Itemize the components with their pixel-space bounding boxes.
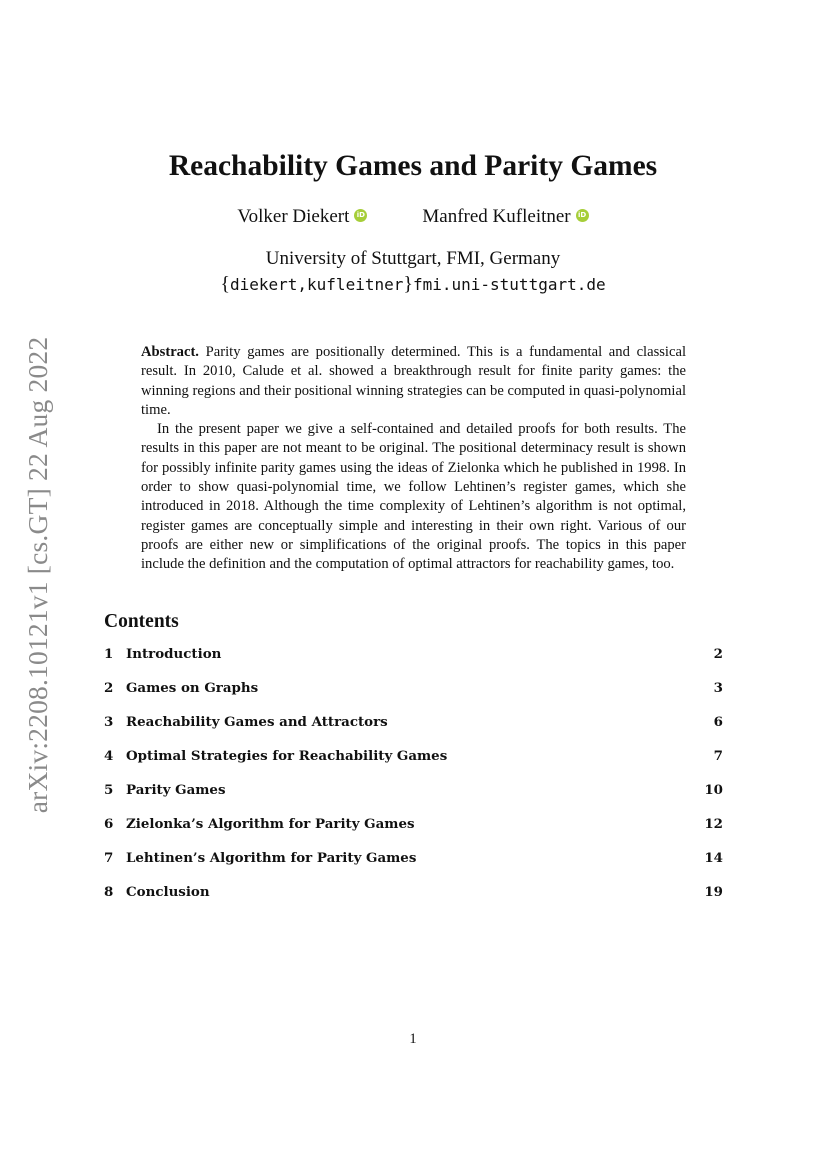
toc-entry-page: 2 xyxy=(713,646,723,662)
toc-entry-number: 8 xyxy=(104,884,114,900)
toc-entry-number: 6 xyxy=(104,816,114,832)
toc-entry-title: Lehtinen’s Algorithm for Parity Games xyxy=(126,850,417,866)
toc-entry[interactable] xyxy=(104,850,723,884)
paper-title: Reachability Games and Parity Games xyxy=(168,150,658,182)
arxiv-identifier-stamp: arXiv:2208.10121v1 [cs.GT] 22 Aug 2022 xyxy=(22,336,53,814)
toc-entry-page: 7 xyxy=(713,748,723,764)
table-of-contents xyxy=(104,646,723,918)
page-number: 1 xyxy=(409,1031,417,1047)
email-open-brace: { xyxy=(220,273,230,295)
orcid-icon[interactable]: iD xyxy=(354,209,367,222)
toc-entry-title: Optimal Strategies for Reachability Games xyxy=(126,748,448,764)
email-names: diekert,kufleitner xyxy=(229,275,404,294)
toc-entry[interactable] xyxy=(104,680,723,714)
toc-entry[interactable] xyxy=(104,714,723,748)
toc-entry-number: 7 xyxy=(104,850,114,866)
toc-entry-page: 6 xyxy=(713,714,723,730)
toc-entry-title: Games on Graphs xyxy=(126,680,259,696)
toc-entry[interactable] xyxy=(104,884,723,918)
toc-entry-number: 3 xyxy=(104,714,114,730)
toc-entry-page: 3 xyxy=(713,680,723,696)
author-email xyxy=(0,273,826,296)
author-1-name: Volker Diekert xyxy=(237,206,350,227)
abstract-paragraph-1-text: Parity games are positionally determined. This is a fundamental and classical result. In 2010, Calude et al. showed a breakthrough result for finite parity games: the winning regions and their positional winning strategies can be computed in quasi-polynomial time. xyxy=(141,344,686,418)
author-2-name: Manfred Kufleitner xyxy=(422,206,571,227)
toc-entry-title: Parity Games xyxy=(126,782,226,798)
toc-entry-title: Introduction xyxy=(126,646,222,662)
toc-entry[interactable] xyxy=(104,782,723,816)
email-domain: fmi.uni-stuttgart.de xyxy=(412,275,606,294)
orcid-icon[interactable]: iD xyxy=(576,209,589,222)
toc-entry-title: Zielonka’s Algorithm for Parity Games xyxy=(126,816,415,832)
affiliation: University of Stuttgart, FMI, Germany xyxy=(265,248,561,269)
toc-entry-page: 10 xyxy=(704,782,723,798)
author-list xyxy=(0,206,826,228)
toc-entry-title: Conclusion xyxy=(126,884,210,900)
contents-heading: Contents xyxy=(104,611,179,632)
author-2 xyxy=(422,206,588,228)
toc-entry[interactable] xyxy=(104,646,723,680)
abstract-paragraph-1 xyxy=(141,343,686,420)
toc-entry-number: 2 xyxy=(104,680,114,696)
toc-entry-number: 1 xyxy=(104,646,114,662)
abstract xyxy=(141,343,686,575)
toc-entry[interactable] xyxy=(104,748,723,782)
toc-entry-title: Reachability Games and Attractors xyxy=(126,714,388,730)
toc-entry-number: 4 xyxy=(104,748,114,764)
toc-entry-page: 12 xyxy=(704,816,723,832)
toc-entry[interactable] xyxy=(104,816,723,850)
abstract-paragraph-2: In the present paper we give a self-contained and detailed proofs for both results. The results in this paper are not meant to be original. The positional determinacy result is shown for possibly infinite parity games using the ideas of Zielonka which he published in 1998. In order to show quasi-polynomial time, we follow Lehtinen’s register games, which she introduced in 2018. Although the time complexity of Lehtinen’s algorithm is not optimal, register games are conceptually simple and interesting in their own right. Various of our proofs are either new or simplifications of the original proofs. The topics in this paper include the definition and the computation of optimal attractors for reachability games, too. xyxy=(141,421,686,573)
abstract-lead: Abstract. xyxy=(141,344,199,360)
author-1 xyxy=(237,206,367,228)
toc-entry-number: 5 xyxy=(104,782,114,798)
toc-entry-page: 19 xyxy=(704,884,723,900)
toc-entry-page: 14 xyxy=(704,850,723,866)
email-close-brace: } xyxy=(403,273,413,295)
